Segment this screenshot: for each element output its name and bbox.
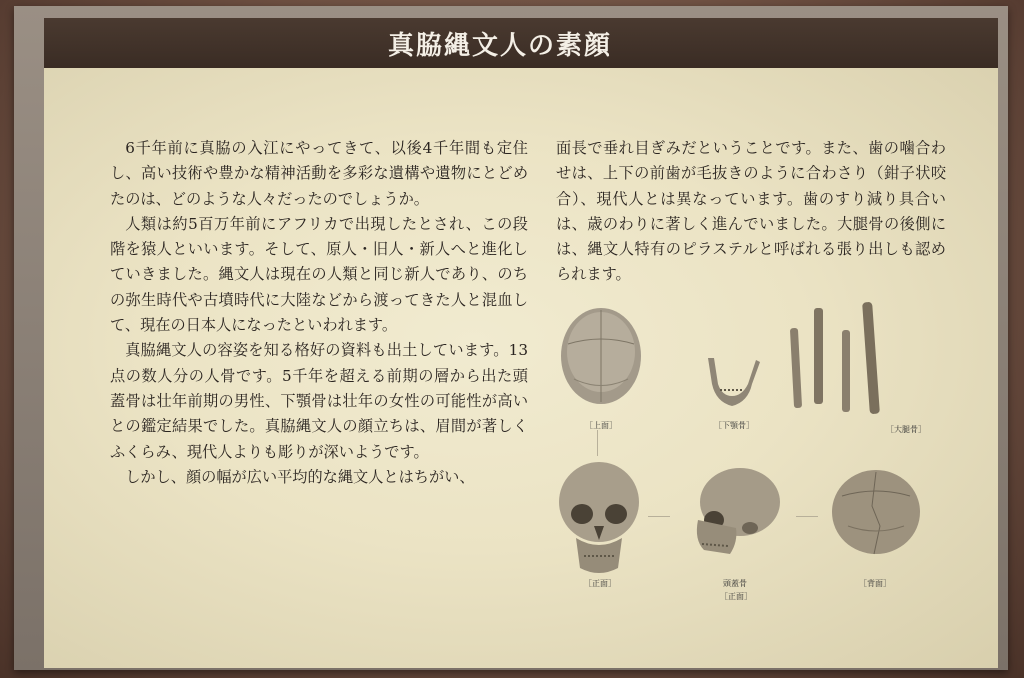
caption-femur: ［大腿骨］ bbox=[886, 425, 926, 434]
caption-front: ［正面］ bbox=[584, 579, 616, 588]
paragraph-4: しかし、顔の幅が広い平均的な縄文人とはちがい、 bbox=[125, 467, 475, 486]
panel-frame bbox=[14, 6, 1008, 670]
femur-image bbox=[788, 300, 898, 420]
skull-front-image bbox=[554, 460, 644, 580]
title-bar bbox=[44, 18, 998, 68]
paragraph-2: 人類は約5百万年前にアフリカで出現したとされ、この段階を猿人といいます。そして、原人・旧人・新人へと進化していきました。縄文人は現在の人類と同じ新人であり、のちの弥生時代や古墳時代に大陸などから渡ってきた人と混血して、現在の日本人になったといわれます。 bbox=[110, 214, 529, 335]
panel-title: 真脇縄文人の素顔 bbox=[387, 30, 612, 61]
skull-side-image bbox=[684, 464, 784, 574]
right-text-column bbox=[556, 136, 946, 288]
caption-top-view: ［上面］ bbox=[585, 421, 617, 430]
paragraph-1: 6千年前に真脇の入江にやってきて、以後4千年間も定住し、高い技術や豊かな精神活動を多彩な遺構や遺物にとどめたのは、どのような人々だったのでしょうか。 bbox=[110, 139, 528, 208]
left-text-column bbox=[110, 136, 528, 490]
connector-line bbox=[796, 516, 818, 517]
mandible-image bbox=[702, 354, 764, 412]
paragraph-3: 真脇縄文人の容姿を知る格好の資料も出土しています。13点の数人分の人骨です。5千年を超える前期の層から出た頭蓋骨は壮年前期の男性、下顎骨は壮年の女性の可能性が高いとの鑑定結果でした。真脇縄文人の顔立ちは、眉間が著しくふくらみ、現代人よりも彫りが深いようです。 bbox=[110, 341, 528, 461]
exhibit-panel bbox=[44, 18, 998, 668]
caption-back: ［背面］ bbox=[859, 579, 891, 588]
skull-top-view-image bbox=[556, 304, 646, 414]
connector-line bbox=[648, 516, 670, 517]
caption-skull-title: 頭蓋骨 bbox=[723, 579, 747, 588]
paragraph-5: 面長で垂れ目ぎみだということです。また、歯の噛合わせは、上下の前歯が毛抜きのように合わさり（鉗子状咬合）、現代人とは異なっています。歯のすり減り具合いは、歳のわりに著しく進んでいました。大腿骨の後側には、縄文人特有のピラステルと呼ばれる張り出しも認められます。 bbox=[556, 139, 946, 284]
caption-skull-sub: ［正面］ bbox=[720, 592, 752, 601]
skull-back-image bbox=[828, 466, 924, 566]
connector-line bbox=[597, 430, 598, 456]
caption-mandible: ［下顎骨］ bbox=[714, 421, 754, 430]
